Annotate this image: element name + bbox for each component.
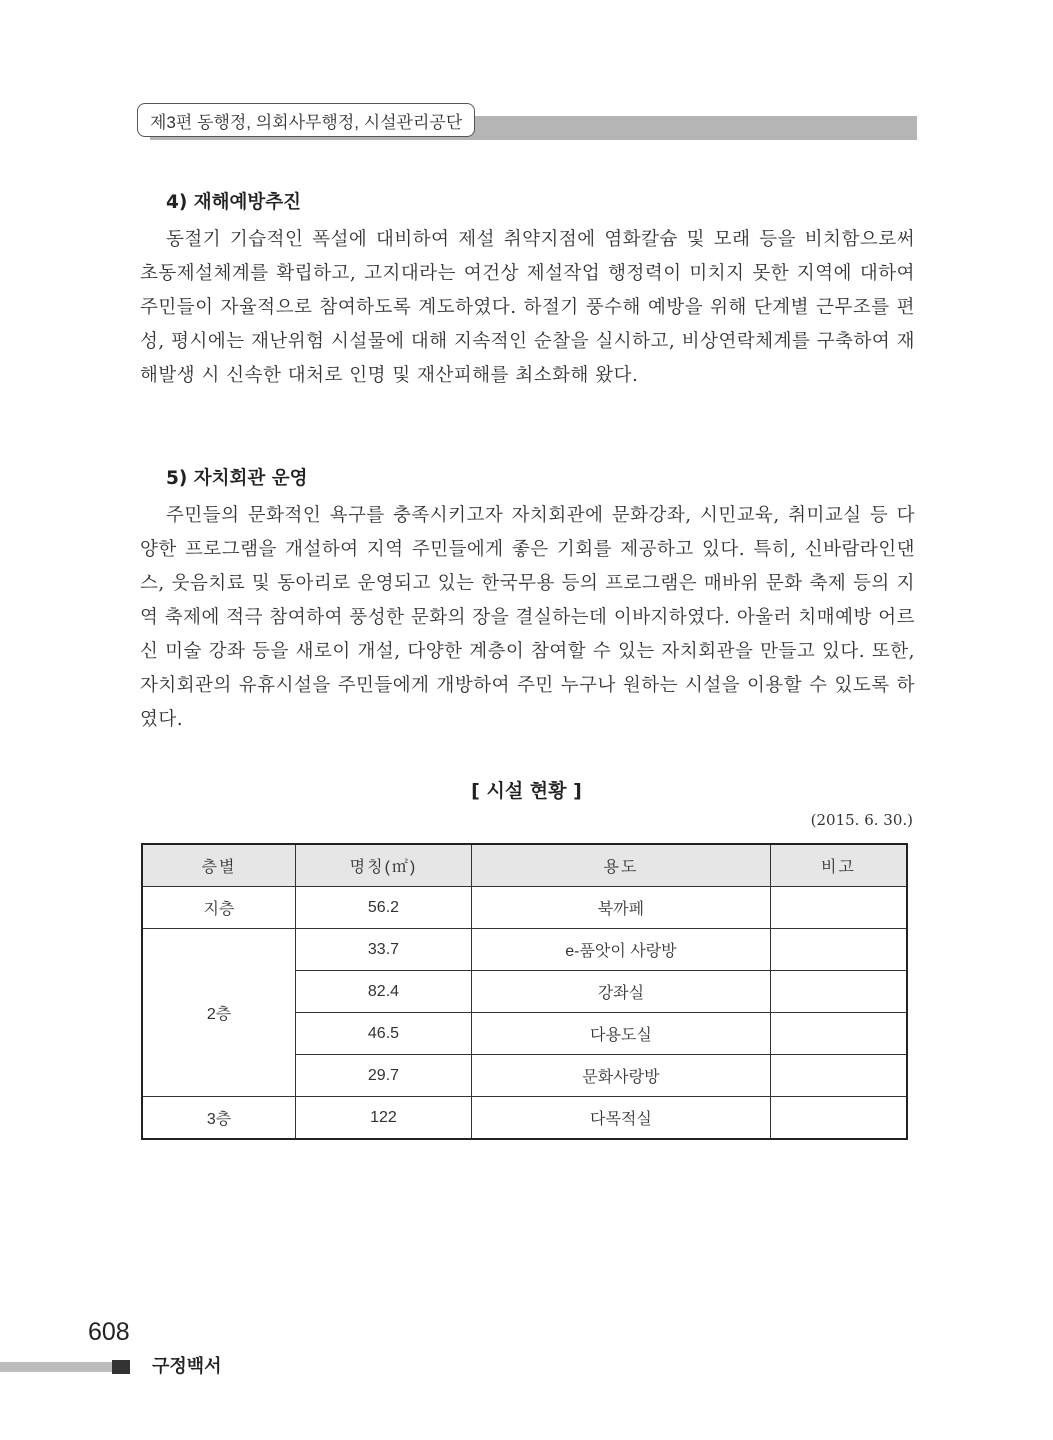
section-title: 5) 자치회관 운영 — [166, 468, 308, 489]
cell-note — [770, 929, 907, 971]
cell-use: 문화사랑방 — [471, 1055, 770, 1097]
header-use: 용도 — [471, 844, 770, 887]
cell-area: 29.7 — [296, 1055, 472, 1097]
cell-floor: 지층 — [142, 887, 296, 929]
cell-floor: 3층 — [142, 1097, 296, 1140]
cell-area: 46.5 — [296, 1013, 472, 1055]
cell-note — [770, 1013, 907, 1055]
cell-floor: 2층 — [142, 929, 296, 1097]
table-row — [142, 929, 907, 971]
footer-block — [112, 1360, 130, 1374]
page-number: 608 — [88, 1318, 130, 1346]
cell-area: 56.2 — [296, 887, 472, 929]
book-title: 구정백서 — [152, 1356, 222, 1377]
chapter-header: 제3편 동행정, 의회사무행정, 시설관리공단 — [137, 103, 475, 137]
cell-use: e-품앗이 사랑방 — [471, 929, 770, 971]
table-caption: [ 시설 현황 ] — [471, 780, 582, 802]
footer-bar — [0, 1362, 112, 1372]
table-row — [142, 1097, 907, 1140]
cell-note — [770, 1055, 907, 1097]
cell-note — [770, 887, 907, 929]
header-area: 명칭(㎡) — [296, 844, 472, 887]
cell-use: 강좌실 — [471, 971, 770, 1013]
cell-note — [770, 1097, 907, 1140]
section-body: 동절기 기습적인 폭설에 대비하여 제설 취약지점에 염화칼슘 및 모래 등을 비치함으로써 초동제설체계를 확립하고, 고지대라는 여건상 제설작업 행정력이 미치지 못한 지역에 대하여 주민들이 자율적으로 참여하도록 계도하였다. 하절기 풍수해 예방을 위해 단계별 근무조를 편성, 평시에는 재난위험 시설물에 대해 지속적인 순찰을 실시하고, 비상연락체계를 구축하여 재해발생 시 신속한 대처로 인명 및 재산피해를 최소화해 왔다. — [140, 229, 915, 386]
header-note: 비고 — [770, 844, 907, 887]
table-header-row — [142, 844, 907, 887]
cell-area: 33.7 — [296, 929, 472, 971]
section-community-center — [140, 463, 915, 737]
header-floor: 층별 — [142, 844, 296, 887]
table-date: (2015. 6. 30.) — [810, 811, 913, 829]
cell-use: 다목적실 — [471, 1097, 770, 1140]
section-title: 4) 재해예방추진 — [166, 192, 301, 213]
cell-note — [770, 971, 907, 1013]
table-row — [142, 887, 907, 929]
facility-table — [141, 843, 908, 1140]
section-body: 주민들의 문화적인 욕구를 충족시키고자 자치회관에 문화강좌, 시민교육, 취미교실 등 다양한 프로그램을 개설하여 지역 주민들에게 좋은 기회를 제공하고 있다. 특히, 신바람라인댄스, 웃음치료 및 동아리로 운영되고 있는 한국무용 등의 프로그램은 매바위 문화 축제 등의 지역 축제에 적극 참여하여 풍성한 문화의 장을 결실하는데 이바지하였다. 아울러 치매예방 어르신 미술 강좌 등을 새로이 개설, 다양한 계층이 참여할 수 있는 자치회관을 만들고 있다. 또한, 자치회관의 유휴시설을 주민들에게 개방하여 주민 누구나 원하는 시설을 이용할 수 있도록 하였다. — [140, 505, 915, 730]
cell-use: 북까페 — [471, 887, 770, 929]
cell-area: 122 — [296, 1097, 472, 1140]
section-disaster-prevention — [140, 187, 915, 393]
cell-area: 82.4 — [296, 971, 472, 1013]
cell-use: 다용도실 — [471, 1013, 770, 1055]
